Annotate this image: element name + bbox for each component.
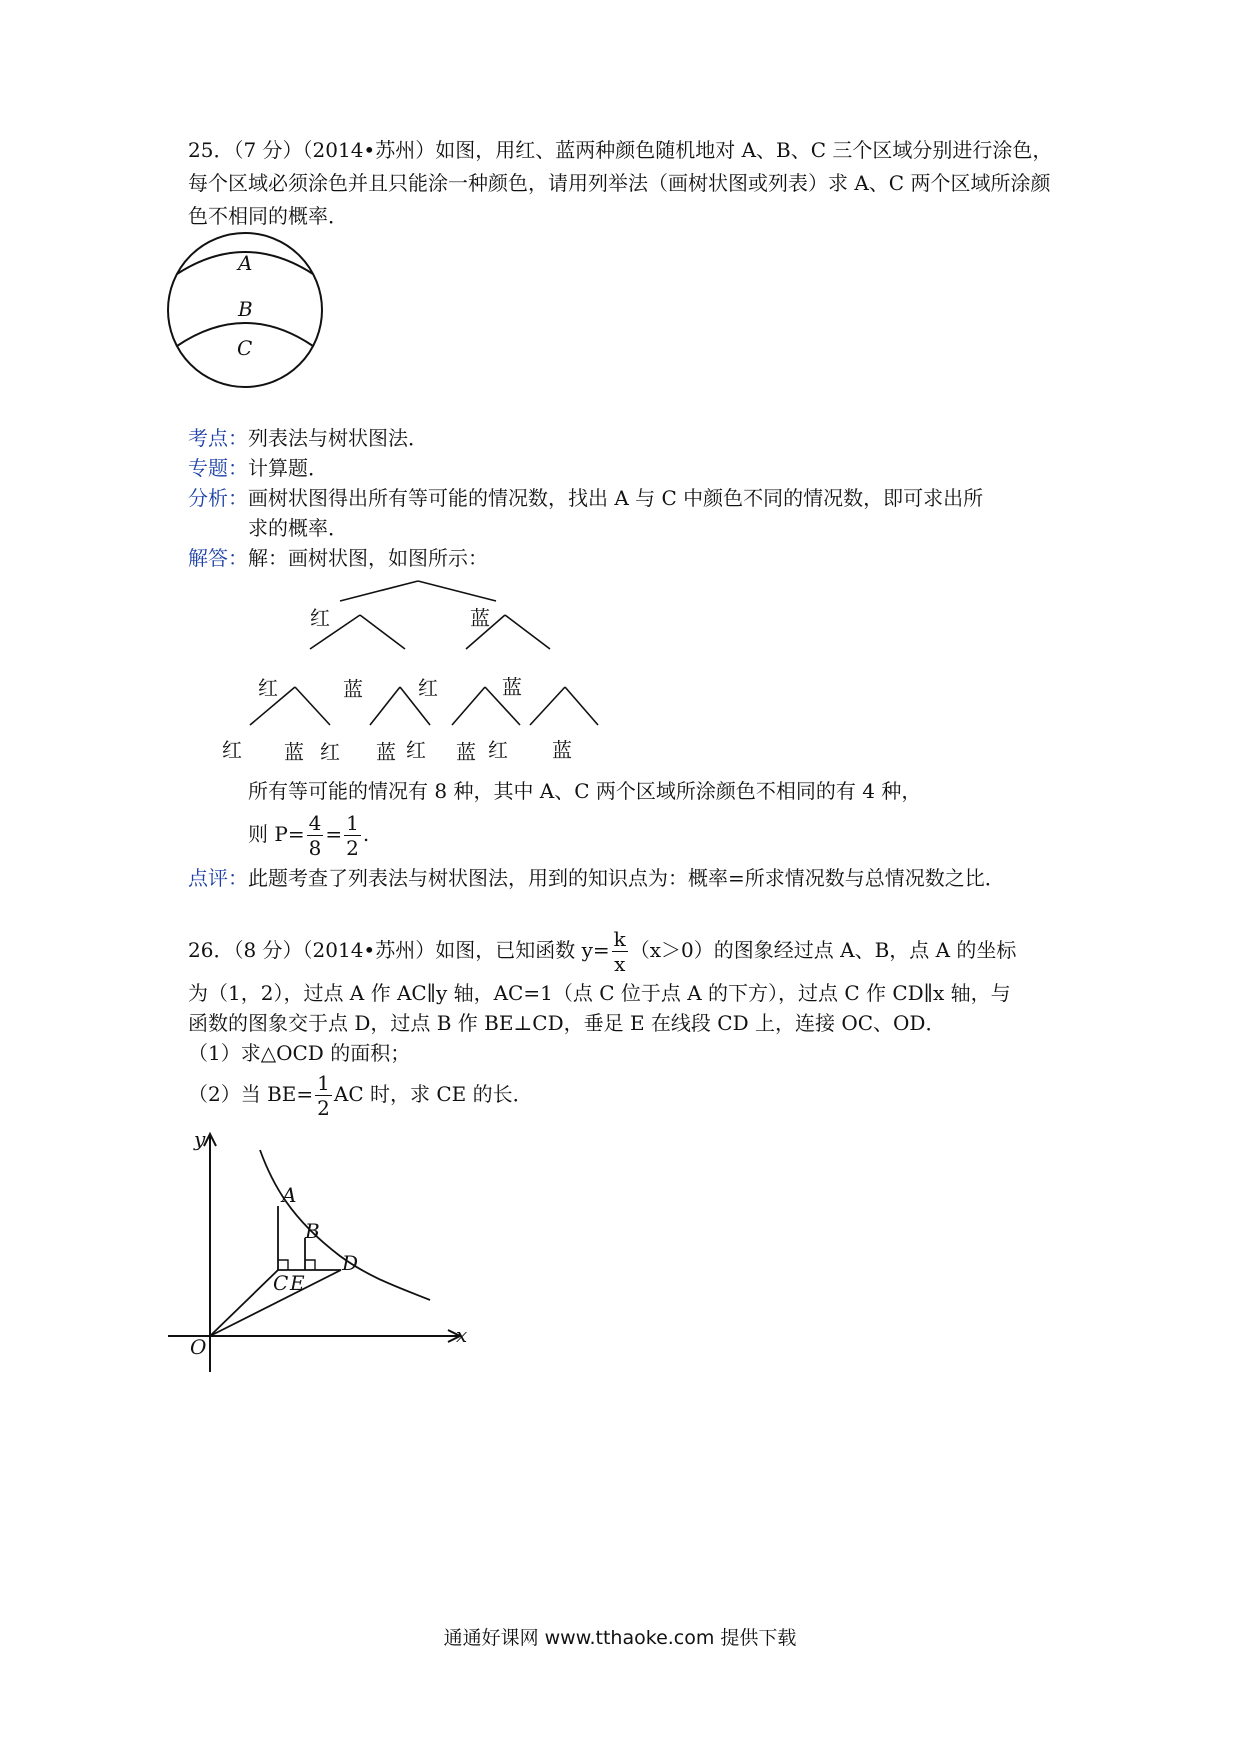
region-c-label: C — [237, 336, 253, 360]
point-a-label: A — [282, 1183, 297, 1207]
prob-end: . — [362, 822, 370, 846]
part2-a: （2）当 BE= — [188, 1082, 314, 1106]
fenxi-text-1: 画树状图得出所有等可能的情况数，找出 A 与 C 中颜色不同的情况数，即可求出所 — [248, 486, 984, 510]
tree-level3-2: 蓝 — [284, 740, 304, 764]
probability-formula — [248, 810, 369, 860]
tree-level3-6: 蓝 — [456, 740, 476, 764]
fenxi-line — [188, 483, 983, 513]
tree-root-2: 蓝 — [470, 606, 490, 630]
func-num: k — [613, 927, 626, 951]
tree-level2-3: 红 — [418, 676, 438, 700]
tree-root-1: 红 — [310, 606, 330, 630]
conclusion-text: 所有等可能的情况有 8 种，其中 A、C 两个区域所涂颜色不相同的有 4 种， — [248, 779, 922, 803]
point-e-label: E — [290, 1271, 305, 1295]
tree-level3-4: 蓝 — [376, 740, 396, 764]
prob-f1-num: 4 — [308, 811, 322, 835]
dianping-text: 此题考查了列表法与树状图法，用到的知识点为：概率=所求情况数与总情况数之比． — [248, 866, 1005, 890]
point-b-label: B — [305, 1219, 320, 1243]
kaodian-label: 考点： — [188, 426, 248, 450]
jieda-line — [188, 543, 488, 573]
region-a-label: A — [238, 251, 253, 275]
tree-level3-1: 红 — [222, 738, 242, 762]
prob-fraction-1 — [307, 811, 324, 860]
prob-f2-den: 2 — [346, 836, 359, 860]
q26-line1-b: （x＞0）的图象经过点 A、B，点 A 的坐标 — [629, 938, 1017, 962]
fenxi-label: 分析： — [188, 486, 248, 510]
dianping-line — [188, 863, 1005, 893]
tree-level2-2: 蓝 — [343, 677, 363, 701]
function-fraction — [612, 927, 628, 976]
axis-y-label: y — [194, 1127, 206, 1151]
jieda-label: 解答： — [188, 546, 248, 570]
part2-fraction — [315, 1071, 332, 1120]
prob-fraction-2 — [344, 811, 361, 860]
zhuanti-line — [188, 453, 328, 483]
question-26-line-3: 函数的图象交于点 D，过点 B 作 BE⊥CD，垂足 E 在线段 CD 上，连接 OC、OD． — [188, 1011, 946, 1035]
q26-line1-a: 26．（8 分）（2014•苏州）如图，已知函数 y= — [188, 938, 610, 962]
prob-eq: = — [325, 822, 343, 846]
tree-level3-7: 红 — [488, 738, 508, 762]
function-graph-figure — [160, 1128, 490, 1390]
origin-label: O — [190, 1335, 207, 1359]
point-c-label: C — [273, 1271, 289, 1295]
fenxi-text-2: 求的概率． — [248, 516, 348, 540]
region-b-label: B — [238, 297, 253, 321]
part2-num: 1 — [317, 1071, 330, 1095]
question-26-line-1 — [188, 924, 1016, 976]
part2-den: 2 — [317, 1096, 330, 1120]
question-26-part-1: （1）求△OCD 的面积； — [188, 1041, 411, 1065]
axis-x-label: x — [456, 1323, 468, 1347]
jieda-text: 解：画树状图，如图所示： — [248, 546, 488, 570]
tree-level3-5: 红 — [406, 738, 426, 762]
kaodian-line — [188, 423, 428, 453]
part2-b: AC 时，求 CE 的长． — [333, 1082, 533, 1106]
tree-level3-8: 蓝 — [552, 738, 572, 762]
tree-level3-3: 红 — [320, 740, 340, 764]
tree-level2-4: 蓝 — [502, 675, 522, 699]
point-d-label: D — [342, 1251, 359, 1275]
kaodian-text: 列表法与树状图法． — [248, 426, 428, 450]
func-den: x — [614, 952, 626, 976]
dianping-label: 点评： — [188, 866, 248, 890]
question-26-line-2: 为（1，2），过点 A 作 AC∥y 轴，AC=1（点 C 位于点 A 的下方），过点 C 作 CD∥x 轴，与 — [188, 981, 1011, 1005]
prob-f1-den: 8 — [308, 836, 322, 860]
prob-prefix: 则 P= — [248, 822, 305, 846]
tree-level2-1: 红 — [258, 676, 278, 700]
question-25-text: 25．（7 分）（2014•苏州）如图，用红、蓝两种颜色随机地对 A、B、C 三个区域分别进行涂色，每个区域必须涂色并且只能涂一种颜色，请用列举法（画树状图或列表）求 A、C 两个区域所涂颜色不相同的概率． — [188, 138, 1053, 228]
footer-text: 通通好课网 www.tthaoke.com 提供下载 — [443, 1627, 797, 1649]
prob-f2-num: 1 — [346, 811, 359, 835]
region-circle-figure — [160, 228, 340, 398]
question-26-part-2 — [188, 1068, 533, 1120]
tree-diagram — [222, 575, 650, 775]
zhuanti-text: 计算题． — [248, 456, 328, 480]
zhuanti-label: 专题： — [188, 456, 248, 480]
